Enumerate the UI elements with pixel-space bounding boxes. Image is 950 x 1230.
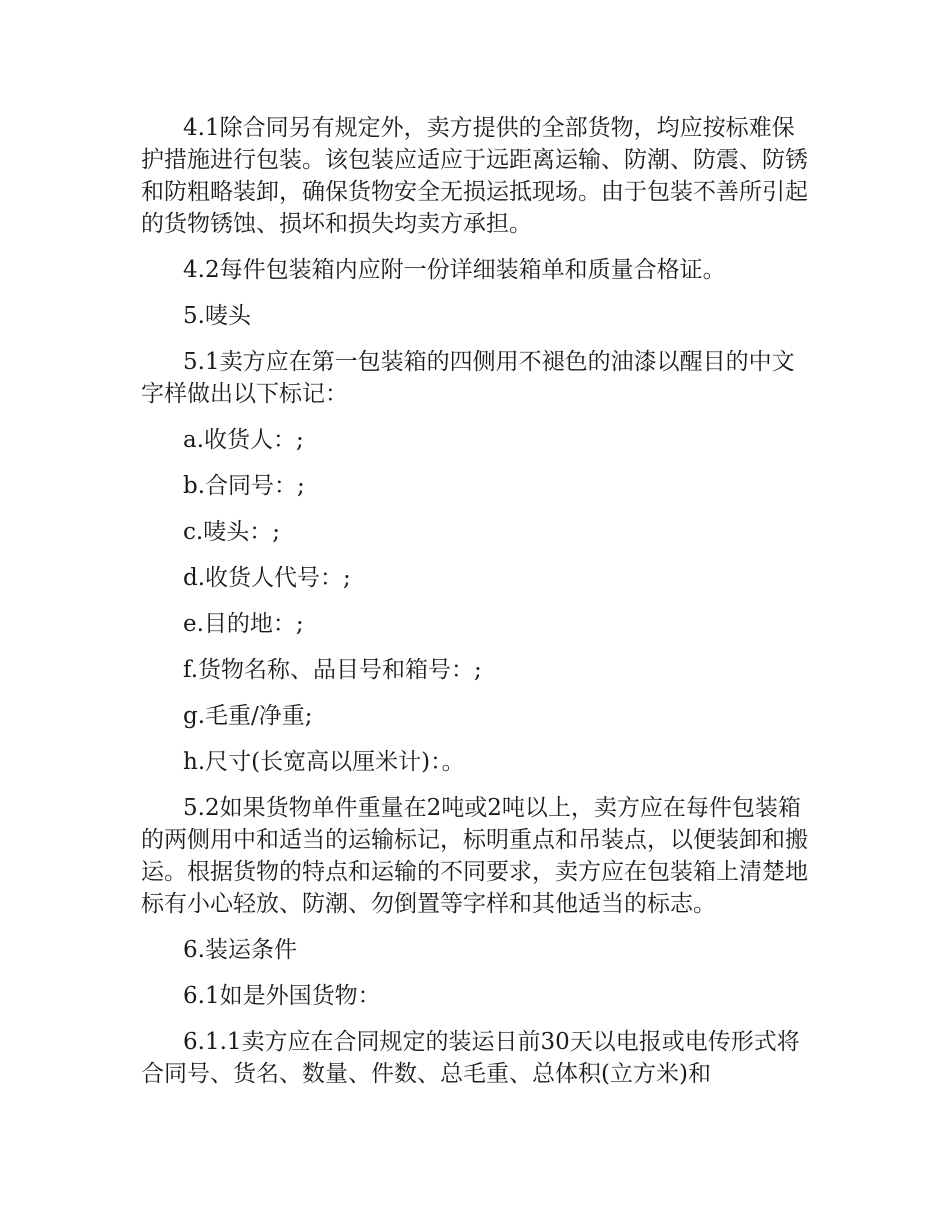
list-item-g: g.毛重/净重; bbox=[183, 703, 313, 729]
section-heading-6: 6.装运条件 bbox=[183, 937, 297, 963]
paragraph-4-1: 4.1除合同另有规定外，卖方提供的全部货物，均应按标难保护措施进行包装。该包装应适应于远距离运输、防潮、防震、防锈和防粗略装卸，确保货物安全无损运抵现场。由于包装不善所引起的货物锈蚀、损坏和损失均卖方承担。 bbox=[141, 115, 808, 237]
paragraph-5-2: 5.2如果货物单件重量在2吨或2吨以上，卖方应在每件包装箱的两侧用中和适当的运输标记，标明重点和吊装点，以便装卸和搬运。根据货物的特点和运输的不同要求，卖方应在包装箱上清楚地标有小心轻放、防潮、勿倒置等字样和其他适当的标志。 bbox=[141, 795, 808, 917]
list-item-c: c.唛头：; bbox=[183, 519, 280, 545]
section-heading-5: 5.唛头 bbox=[183, 303, 251, 329]
paragraph-4-2: 4.2每件包装箱内应附一份详细装箱单和质量合格证。 bbox=[183, 257, 726, 283]
list-item-f: f.货物名称、品目号和箱号：; bbox=[183, 657, 482, 683]
list-item-h: h.尺寸(长宽高以厘米计)：。 bbox=[183, 749, 465, 775]
paragraph-5-1: 5.1卖方应在第一包装箱的四侧用不褪色的油漆以醒目的中文字样做出以下标记： bbox=[141, 349, 795, 407]
paragraph-6-1-1: 6.1.1卖方应在合同规定的装运日前30天以电报或电传形式将合同号、货名、数量、件数、总毛重、总体积(立方米)和 bbox=[141, 1029, 800, 1087]
paragraph-6-1: 6.1如是外国货物： bbox=[183, 983, 381, 1009]
list-item-d: d.收货人代号：; bbox=[183, 565, 351, 591]
list-item-e: e.目的地：; bbox=[183, 611, 304, 637]
list-item-a: a.收货人：; bbox=[183, 427, 304, 453]
document-page bbox=[141, 112, 813, 1104]
list-item-b: b.合同号：; bbox=[183, 473, 305, 499]
